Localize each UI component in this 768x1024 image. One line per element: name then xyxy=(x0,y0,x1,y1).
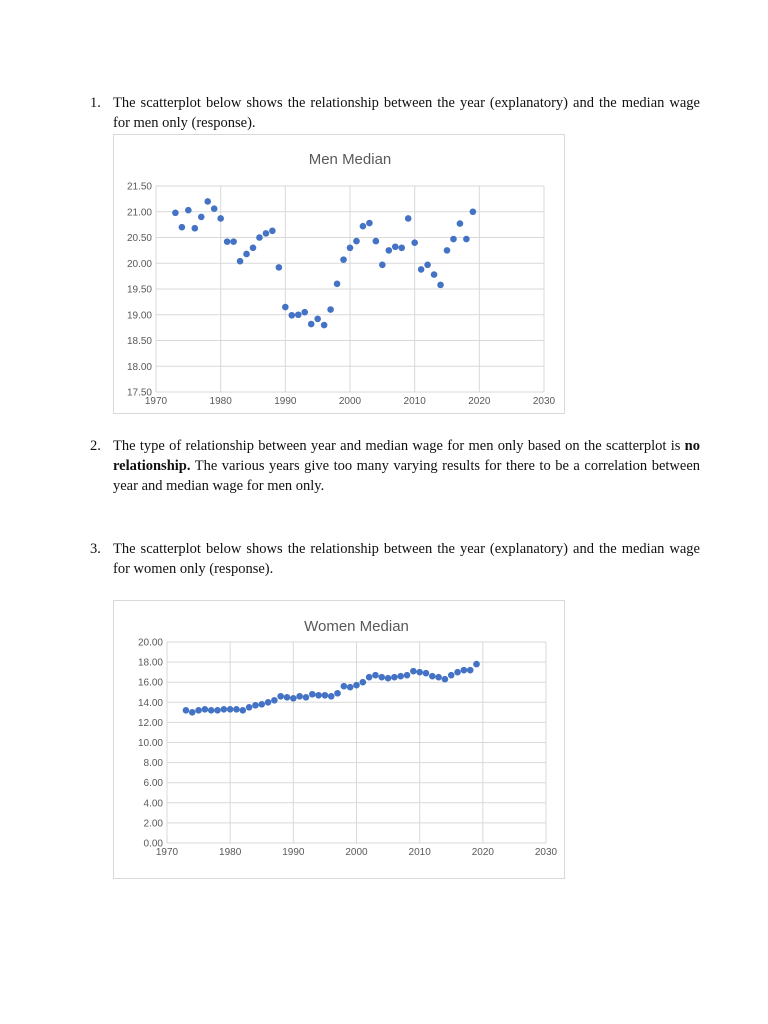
data-point xyxy=(195,707,202,714)
x-tick-label: 1980 xyxy=(209,396,232,407)
data-point xyxy=(473,661,480,668)
data-point xyxy=(418,266,425,273)
data-point xyxy=(233,706,240,713)
question-2 xyxy=(90,436,700,496)
data-point xyxy=(246,704,253,711)
y-tick-label: 12.00 xyxy=(137,717,163,729)
data-point xyxy=(411,239,418,246)
data-point xyxy=(189,709,196,716)
x-tick-label: 2030 xyxy=(532,396,556,407)
y-tick-label: 19.50 xyxy=(126,284,152,296)
data-point xyxy=(243,251,250,258)
question-number: 3. xyxy=(90,541,101,557)
y-tick-label: 10.00 xyxy=(137,738,163,749)
men-median-chart xyxy=(113,134,565,414)
chart-title: Women Median xyxy=(304,618,409,635)
data-point xyxy=(360,223,367,230)
women-median-chart xyxy=(113,600,565,879)
data-point xyxy=(314,316,321,323)
data-point xyxy=(334,690,341,697)
x-tick-label: 2010 xyxy=(408,847,431,858)
y-tick-label: 20.00 xyxy=(126,258,152,270)
x-tick-label: 1980 xyxy=(219,847,242,858)
data-point xyxy=(284,694,291,701)
data-point xyxy=(185,207,192,214)
data-point xyxy=(391,674,398,681)
data-point xyxy=(448,672,455,679)
data-point xyxy=(276,264,283,271)
data-point xyxy=(227,706,234,713)
data-point xyxy=(237,258,244,265)
y-tick-label: 19.00 xyxy=(126,310,152,322)
data-point xyxy=(221,706,228,713)
data-point xyxy=(405,215,412,222)
x-tick-label: 2020 xyxy=(471,847,494,858)
y-tick-label: 18.50 xyxy=(126,336,152,347)
question-text: The scatterplot below shows the relationship between the year (explanatory) and the median wage for men only (response). xyxy=(113,95,700,131)
data-point xyxy=(202,706,209,713)
data-point xyxy=(250,245,257,252)
data-point xyxy=(172,209,179,216)
data-point xyxy=(467,667,474,674)
x-tick-label: 2000 xyxy=(338,396,362,407)
women-median-scatterplot xyxy=(114,601,564,878)
data-point xyxy=(366,220,373,227)
y-tick-label: 6.00 xyxy=(143,778,163,790)
answer-text-end: The various years give too many varying results for there to be a correlation between year and median wage for men only. xyxy=(113,458,700,494)
question-text: The scatterplot below shows the relationship between the year (explanatory) and the median wage for women only (response). xyxy=(113,541,700,577)
data-point xyxy=(397,673,404,680)
data-point xyxy=(429,673,436,680)
data-point xyxy=(256,234,263,241)
data-point xyxy=(470,208,477,215)
data-point xyxy=(386,247,393,254)
data-point xyxy=(303,694,310,701)
data-point xyxy=(461,667,468,674)
data-point xyxy=(265,699,272,706)
data-point xyxy=(192,225,199,232)
data-point xyxy=(230,238,237,245)
x-tick-label: 1970 xyxy=(144,396,168,407)
data-point xyxy=(308,321,315,328)
answer-text-start: The type of relationship between year and median wage for men only based on the scatterplot is xyxy=(113,438,685,454)
data-point xyxy=(240,707,247,714)
data-point xyxy=(416,669,423,676)
y-tick-label: 18.00 xyxy=(137,657,163,669)
x-tick-label: 1990 xyxy=(282,847,305,858)
data-point xyxy=(334,281,341,288)
data-point xyxy=(252,702,259,709)
data-point xyxy=(322,692,329,699)
data-point xyxy=(373,238,380,245)
data-point xyxy=(327,306,334,313)
x-tick-label: 2010 xyxy=(403,396,426,407)
data-point xyxy=(442,676,449,683)
data-point xyxy=(437,282,444,289)
data-point xyxy=(424,261,431,268)
x-tick-label: 2030 xyxy=(534,847,558,858)
data-point xyxy=(450,236,457,243)
data-point xyxy=(204,198,211,205)
data-point xyxy=(398,245,405,252)
data-point xyxy=(457,220,464,227)
data-point xyxy=(353,682,360,689)
x-tick-label: 1970 xyxy=(155,847,179,858)
y-tick-label: 17.50 xyxy=(126,387,152,399)
data-point xyxy=(372,672,379,679)
y-tick-label: 14.00 xyxy=(137,697,163,709)
x-tick-label: 2020 xyxy=(468,396,491,407)
data-point xyxy=(423,670,430,677)
data-point xyxy=(321,322,328,329)
data-point xyxy=(360,679,367,686)
question-number: 1. xyxy=(90,95,101,111)
data-point xyxy=(211,205,218,212)
data-point xyxy=(340,256,347,263)
data-point xyxy=(277,693,284,700)
data-point xyxy=(379,261,386,268)
data-point xyxy=(258,701,265,708)
men-median-scatterplot xyxy=(114,135,564,413)
data-point xyxy=(295,311,302,318)
y-tick-label: 8.00 xyxy=(143,758,163,770)
data-point xyxy=(347,245,354,252)
question-1 xyxy=(90,93,700,133)
y-tick-label: 4.00 xyxy=(143,798,163,810)
data-point xyxy=(315,692,322,699)
data-point xyxy=(392,243,399,250)
data-point xyxy=(208,707,215,714)
y-tick-label: 21.50 xyxy=(126,181,152,193)
x-tick-label: 1990 xyxy=(274,396,297,407)
data-point xyxy=(183,707,190,714)
data-point xyxy=(217,215,224,222)
data-point xyxy=(224,238,231,245)
data-point xyxy=(214,707,221,714)
data-point xyxy=(463,236,470,243)
answer-text xyxy=(113,436,700,496)
question-3 xyxy=(90,539,700,579)
x-tick-label: 2000 xyxy=(345,847,368,858)
data-point xyxy=(378,674,385,681)
data-point xyxy=(290,695,297,702)
data-point xyxy=(353,238,360,245)
data-point xyxy=(198,214,205,221)
data-point xyxy=(431,271,438,278)
y-tick-label: 21.00 xyxy=(126,207,152,219)
data-point xyxy=(404,672,411,679)
data-point xyxy=(282,304,289,311)
question-number: 2. xyxy=(90,438,101,454)
y-tick-label: 20.00 xyxy=(137,637,163,649)
data-point xyxy=(341,683,348,690)
data-point xyxy=(385,675,392,682)
y-tick-label: 0.00 xyxy=(143,838,163,850)
data-point xyxy=(269,228,276,235)
data-point xyxy=(179,224,186,231)
data-point xyxy=(444,247,451,254)
data-point xyxy=(263,230,270,237)
data-point xyxy=(296,693,303,700)
data-point xyxy=(289,312,296,319)
data-point xyxy=(366,674,373,681)
data-point xyxy=(271,697,278,704)
y-tick-label: 20.50 xyxy=(126,233,152,244)
data-point xyxy=(410,668,417,675)
y-tick-label: 16.00 xyxy=(137,677,163,689)
data-point xyxy=(435,674,442,681)
y-tick-label: 2.00 xyxy=(143,818,163,830)
data-point xyxy=(347,684,354,691)
data-point xyxy=(301,309,308,316)
data-point xyxy=(328,693,335,700)
y-tick-label: 18.00 xyxy=(126,361,152,373)
answer-emphasis: no relationship. xyxy=(113,438,700,474)
data-point xyxy=(454,669,461,676)
data-point xyxy=(309,691,316,698)
chart-title: Men Median xyxy=(308,151,392,168)
